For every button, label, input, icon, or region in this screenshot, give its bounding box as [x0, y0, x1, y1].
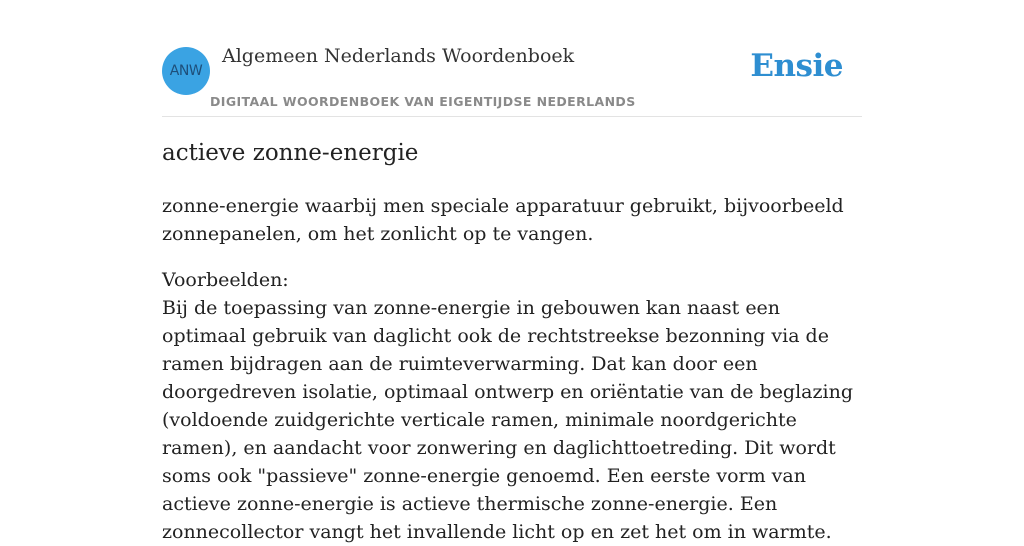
entry-term: actieve zonne-energie	[162, 140, 419, 166]
page-container	[162, 0, 862, 543]
dictionary-title[interactable]: Algemeen Nederlands Woordenboek	[222, 45, 575, 67]
logo-text: ANW	[169, 63, 203, 79]
examples-section	[162, 266, 862, 546]
example-text: Bij de toepassing van zonne-energie in gebouwen kan naast een optimaal gebruik van daglicht ook de rechtstreekse bezonning via de ramen bijdragen aan de ruimteverwarming. Dat kan door een doorgedreven isolatie, optimaal ontwerp en oriëntatie van de beglazing (voldoende zuidgerichte verticale ramen, minimale noordgerichte ramen), en aandacht voor zonwering en daglichttoetreding. Dit wordt soms ook "passieve" zonne-energie genoemd. Een eerste vorm van actieve zonne-energie is actieve thermische zonne-energie. Een zonnecollector vangt het invallende licht op en zet het om in warmte.	[162, 297, 853, 543]
dictionary-subtitle: DIGITAAL WOORDENBOEK VAN EIGENTIJDSE NEDERLANDS	[210, 94, 636, 109]
examples-label: Voorbeelden:	[162, 269, 289, 291]
entry-definition: zonne-energie waarbij men speciale apparatuur gebruikt, bijvoorbeeld zonnepanelen, om het zonlicht op te vangen.	[162, 195, 844, 245]
site-header	[162, 0, 862, 117]
anw-logo[interactable]	[162, 47, 210, 95]
ensie-brand-logo[interactable]: Ensie	[750, 48, 843, 84]
